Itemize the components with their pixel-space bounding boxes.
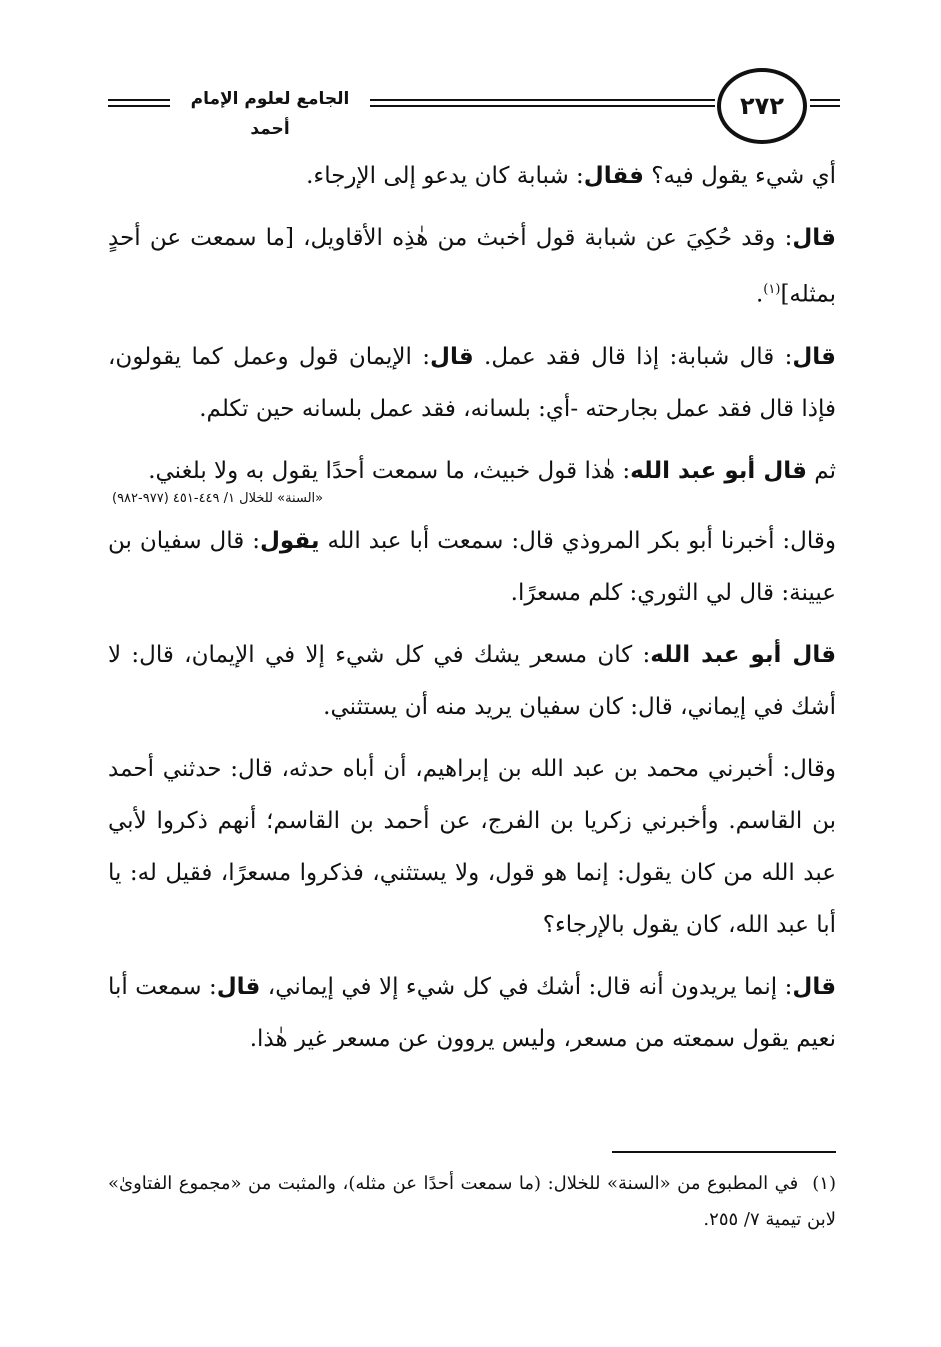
- paragraph-text: : شبابة كان يدعو إلى الإرجاء.: [306, 163, 584, 189]
- header-rule-left: [108, 99, 170, 107]
- page-header: [100, 62, 840, 148]
- paragraph: [108, 629, 836, 733]
- paragraph: [108, 961, 836, 1065]
- paragraph: [108, 331, 836, 435]
- paragraph-text: : الإيمان قول وعمل كما يقولون، فإذا قال فقد عمل بجارحته -أي: بلسانه، فقد عمل بلسانه حين تكلم.: [108, 343, 836, 422]
- paragraph-text: .: [755, 281, 764, 308]
- speaker-label: قال: [792, 343, 836, 370]
- paragraph-text: : قال سفيان بن عيينة: قال لي الثوري: كلم مسعرًا.: [108, 527, 836, 606]
- footnote-text: في المطبوع من «السنة» للخلال: (ما سمعت أحدًا عن مثله)، والمثبت من «مجموع الفتاوىٰ» لابن تيمية ٧/ ٢٥٥.: [108, 1173, 836, 1230]
- paragraph: [108, 743, 836, 951]
- footnotes: [108, 1166, 836, 1238]
- main-text: [108, 150, 836, 1075]
- header-rule: [370, 99, 715, 107]
- source-reference: «السنة» للخلال ١/ ٤٤٩-٤٥١ (٩٧٧-٩٨٢): [112, 490, 324, 506]
- page-number-badge: [717, 68, 807, 144]
- speaker-label: فقال: [583, 163, 644, 189]
- paragraph: [108, 150, 836, 202]
- paragraph-text: : هٰذا قول خبيث، ما سمعت أحدًا يقول به ولا بلغني.: [148, 457, 631, 484]
- footnote: [108, 1166, 836, 1238]
- paragraph-text: وقال: أخبرني محمد بن عبد الله بن إبراهيم، أن أباه حدثه، قال: حدثني أحمد بن القاسم. وأخبرني زكريا بن الفرج، عن أحمد بن القاسم؛ أنهم ذكروا لأبي عبد الله من كان يقول: إنما هو قول، ولا يستثني، فذكروا مسعرًا، فقيل له: يا أبا عبد الله، كان يقول بالإرجاء؟: [108, 755, 836, 938]
- paragraph-text: : كان مسعر يشك في كل شيء إلا في الإيمان، قال: لا أشك في إيماني، قال: كان سفيان يريد منه أن يستثني.: [108, 641, 836, 720]
- running-title: الجامع لعلوم الإمام أحمد: [190, 89, 350, 139]
- footnote-number: (١): [812, 1173, 836, 1194]
- speaker-label: قال أبو عبد الله: [630, 457, 807, 484]
- speaker-label: قال أبو عبد الله: [650, 641, 837, 668]
- speaker-label: قال: [792, 225, 836, 251]
- paragraph: [108, 515, 836, 619]
- footnote-marker: (١): [763, 282, 781, 297]
- speaker-label: قال: [792, 973, 837, 1000]
- speaker-label: قال: [216, 973, 261, 1000]
- paragraph-text: أي شيء يقول فيه؟: [644, 163, 836, 189]
- header-rule-right: [810, 99, 840, 107]
- page-number: ٢٧٢: [740, 92, 784, 120]
- paragraph-text: : قال شبابة: إذا قال فقد عمل.: [473, 343, 793, 370]
- paragraph-text: وقال: أخبرنا أبو بكر المروذي قال: سمعت أبا عبد الله: [319, 527, 836, 554]
- speaker-label: يقول: [259, 527, 320, 554]
- paragraph-text: ثم: [806, 457, 836, 484]
- paragraph-text: : وقد حُكِيَ عن شبابة قول أخبث من هٰذِه الأقاويل، [ما سمعت عن أحدٍ بمثله]: [108, 225, 836, 308]
- footnote-divider: [612, 1151, 836, 1153]
- paragraph-text: : إنما يريدون أنه قال: أشك في كل شيء إلا في إيماني،: [260, 973, 793, 1000]
- paragraph-text: : سمعت أبا نعيم يقول سمعته من مسعر، وليس يروون عن مسعر غير هٰذا.: [108, 973, 836, 1052]
- paragraph: [108, 212, 836, 321]
- speaker-label: قال: [430, 343, 474, 370]
